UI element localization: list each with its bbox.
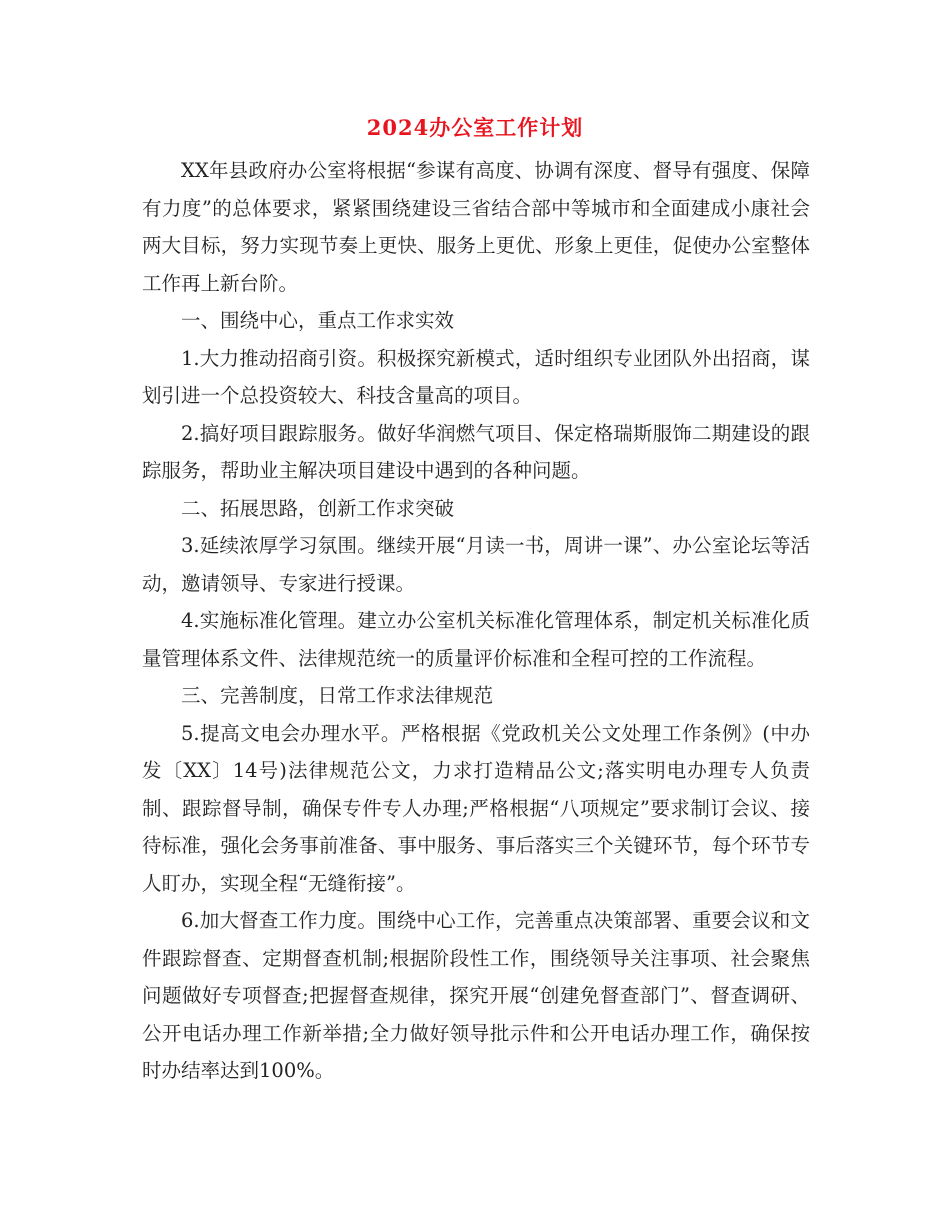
- paragraph-item-2: 2.搞好项目跟踪服务。做好华润燃气项目、保定格瑞斯服饰二期建设的跟踪服务，帮助业主解决项目建设中遇到的各种问题。: [142, 421, 810, 482]
- paragraph-item-5: 5.提高文电会办理水平。严格根据《党政机关公文处理工作条例》(中办发〔XX〕14号)法律规范公文，力求打造精品公文;落实明电办理专人负责制、跟踪督导制，确保专件专人办理;严格根据“八项规定”要求制订会议、接待标准，强化会务事前准备、事中服务、事后落实三个关键环节，每个环节专人盯办，实现全程“无缝衔接”。: [142, 721, 810, 895]
- document-body: [142, 152, 810, 1090]
- document-title: 2024办公室工作计划: [366, 115, 584, 140]
- section-heading-3: 三、完善制度，日常工作求法律规范: [181, 684, 494, 707]
- paragraph-item-6: 6.加大督查工作力度。围绕中心工作，完善重点决策部署、重要会议和文件跟踪督查、定期督查机制;根据阶段性工作，围绕领导关注事项、社会聚焦问题做好专项督查;把握督查规律，探究开展“创建免督查部门”、督查调研、公开电话办理工作新举措;全力做好领导批示件和公开电话办理工作，确保按时办结率达到100%。: [142, 909, 810, 1082]
- paragraph-item-3: 3.延续浓厚学习氛围。继续开展“月读一书，周讲一课”、办公室论坛等活动，邀请领导、专家进行授课。: [142, 534, 810, 595]
- paragraph-item-1: 1.大力推动招商引资。积极探究新模式，适时组织专业团队外出招商，谋划引进一个总投资较大、科技含量高的项目。: [142, 346, 810, 407]
- paragraph-intro: XX年县政府办公室将根据“参谋有高度、协调有深度、督导有强度、保障有力度”的总体要求，紧紧围绕建设三省结合部中等城市和全面建成小康社会两大目标，努力实现节奏上更快、服务上更优、形象上更佳，促使办公室整体工作再上新台阶。: [142, 159, 810, 295]
- paragraph-item-4: 4.实施标准化管理。建立办公室机关标准化管理体系，制定机关标准化质量管理体系文件、法律规范统一的质量评价标准和全程可控的工作流程。: [142, 609, 810, 670]
- section-heading-2: 二、拓展思路，创新工作求突破: [181, 496, 455, 520]
- section-heading-1: 一、围绕中心，重点工作求实效: [181, 309, 455, 332]
